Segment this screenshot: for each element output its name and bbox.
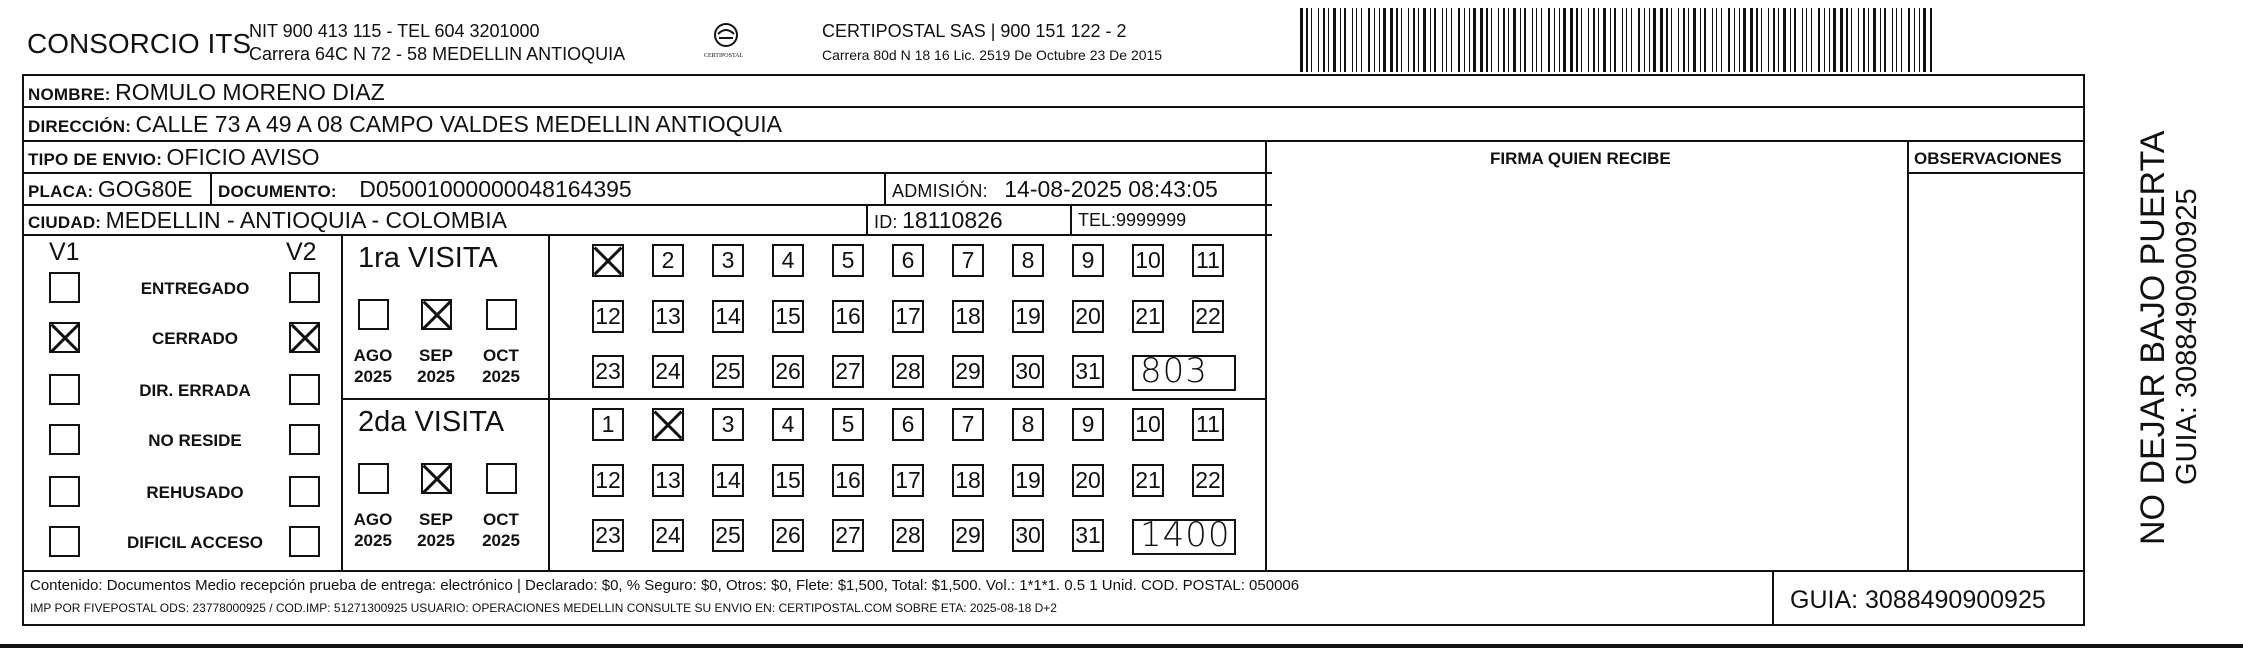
- id-field: [874, 209, 1003, 232]
- day-box[interactable]: 8: [1012, 408, 1044, 441]
- certipostal-logo: [706, 22, 746, 70]
- tipo-envio-label: TIPO DE ENVIO:: [28, 150, 163, 169]
- month-checkbox[interactable]: [421, 299, 452, 330]
- day-box[interactable]: 17: [892, 464, 924, 497]
- day-box[interactable]: 26: [772, 355, 804, 388]
- direccion-value: CALLE 73 A 49 A 08 CAMPO VALDES MEDELLIN ANTIOQUIA: [135, 111, 782, 137]
- carrier-name: CERTIPOSTAL SAS | 900 151 122 - 2: [822, 21, 1127, 41]
- day-box[interactable]: 9: [1072, 244, 1104, 277]
- placa-value: GOG80E: [97, 176, 193, 202]
- v2-checkbox[interactable]: [289, 272, 320, 303]
- day-box[interactable]: 10: [1132, 244, 1164, 277]
- v2-checkbox[interactable]: [289, 322, 320, 353]
- admision-label: ADMISIÓN:: [892, 181, 988, 201]
- month-year-label: 2025: [354, 531, 392, 550]
- day-box[interactable]: 29: [952, 355, 984, 388]
- day-box[interactable]: 11: [1192, 408, 1224, 441]
- status-label: REHUSADO: [146, 483, 244, 502]
- day-box[interactable]: 14: [712, 300, 744, 333]
- admision-value: 14-08-2025 08:43:05: [1004, 176, 1218, 202]
- day-box[interactable]: 31: [1072, 519, 1104, 552]
- ciudad-value: MEDELLIN - ANTIOQUIA - COLOMBIA: [105, 207, 507, 233]
- day-box[interactable]: 27: [832, 519, 864, 552]
- day-box[interactable]: 25: [712, 519, 744, 552]
- month-year-label: 2025: [354, 367, 392, 386]
- direccion-label: DIRECCIÓN:: [28, 117, 132, 136]
- v2-checkbox[interactable]: [289, 476, 320, 507]
- v1-checkbox[interactable]: [49, 272, 80, 303]
- side-warning: NO DEJAR BAJO PUERTA: [2134, 130, 2172, 545]
- day-box[interactable]: 17: [892, 300, 924, 333]
- day-box[interactable]: 6: [892, 408, 924, 441]
- v2-checkbox[interactable]: [289, 526, 320, 557]
- day-box[interactable]: 28: [892, 355, 924, 388]
- day-box[interactable]: 22: [1192, 300, 1224, 333]
- day-box[interactable]: 7: [952, 244, 984, 277]
- day-box[interactable]: 4: [772, 244, 804, 277]
- day-box[interactable]: 27: [832, 355, 864, 388]
- direccion-field: [28, 113, 782, 136]
- ciudad-label: CIUDAD:: [28, 213, 102, 232]
- v1-checkbox[interactable]: [49, 526, 80, 557]
- bottom-edge: [0, 644, 2243, 648]
- tipo-envio-value: OFICIO AVISO: [166, 144, 320, 170]
- day-box[interactable]: 26: [772, 519, 804, 552]
- observations-area[interactable]: [1910, 174, 2084, 569]
- day-box[interactable]: 21: [1132, 464, 1164, 497]
- signature-area[interactable]: [1268, 174, 1906, 569]
- month-checkbox[interactable]: [421, 463, 452, 494]
- signature-header: FIRMA QUIEN RECIBE: [1490, 149, 1671, 168]
- side-guia: GUIA: 3088490900925: [2171, 188, 2203, 485]
- day-box[interactable]: 31: [1072, 355, 1104, 388]
- nombre-value: ROMULO MORENO DIAZ: [115, 79, 385, 105]
- day-box[interactable]: 24: [652, 355, 684, 388]
- day-box[interactable]: 19: [1012, 464, 1044, 497]
- footer-line2: IMP POR FIVEPOSTAL ODS: 23778000925 / COD.IMP: 51271300925 USUARIO: OPERACIONES MEDELLIN CONSULTE SU ENVIO EN: CERTIPOSTAL.COM SOBRE ETA: 2025-08-18 D+2: [30, 601, 1057, 615]
- observations-header: OBSERVACIONES: [1914, 149, 2062, 168]
- handwritten-time: 1400: [1140, 515, 1231, 555]
- day-box[interactable]: 15: [772, 300, 804, 333]
- ciudad-field: [28, 209, 507, 232]
- status-label: DIR. ERRADA: [139, 381, 251, 400]
- day-box[interactable]: 3: [712, 408, 744, 441]
- tel-value: 9999999: [1116, 210, 1187, 230]
- day-box[interactable]: 5: [832, 408, 864, 441]
- day-box[interactable]: 20: [1072, 464, 1104, 497]
- day-box[interactable]: 1: [592, 408, 624, 441]
- day-box[interactable]: 20: [1072, 300, 1104, 333]
- day-box[interactable]: 28: [892, 519, 924, 552]
- status-label: CERRADO: [152, 329, 238, 348]
- nombre-label: NOMBRE:: [28, 85, 111, 104]
- day-box[interactable]: 16: [832, 464, 864, 497]
- logo-text: CERTIPOSTAL: [704, 53, 744, 59]
- sender-address: Carrera 64C N 72 - 58 MEDELLIN ANTIOQUIA: [249, 44, 626, 64]
- day-box[interactable]: 3: [712, 244, 744, 277]
- v1-checkbox[interactable]: [49, 476, 80, 507]
- v1-checkbox[interactable]: [49, 424, 80, 455]
- month-checkbox[interactable]: [358, 299, 389, 330]
- month-label: SEP: [418, 510, 454, 529]
- placa-label: PLACA:: [28, 182, 94, 201]
- month-label: OCT: [483, 346, 519, 365]
- day-box[interactable]: 7: [952, 408, 984, 441]
- day-box[interactable]: 5: [832, 244, 864, 277]
- day-box[interactable]: 10: [1132, 408, 1164, 441]
- day-box[interactable]: 16: [832, 300, 864, 333]
- tel-label: TEL:: [1078, 210, 1117, 230]
- documento-value: D05001000000048164395: [359, 176, 632, 202]
- month-label: SEP: [418, 346, 454, 365]
- placa-field: [28, 178, 192, 201]
- v1-checkbox[interactable]: [49, 374, 80, 405]
- day-box[interactable]: 18: [952, 464, 984, 497]
- visit-title: 2da VISITA: [358, 406, 505, 438]
- certipostal-logo-icon: [706, 22, 746, 50]
- month-label: OCT: [483, 510, 519, 529]
- documento-label: DOCUMENTO:: [218, 182, 337, 201]
- month-year-label: 2025: [417, 367, 455, 386]
- day-box[interactable]: 30: [1012, 355, 1044, 388]
- day-box[interactable]: 25: [712, 355, 744, 388]
- day-box[interactable]: 14: [712, 464, 744, 497]
- tipo-envio-field: [28, 146, 319, 169]
- month-year-label: 2025: [482, 531, 520, 550]
- day-box[interactable]: 15: [772, 464, 804, 497]
- visit-title: 1ra VISITA: [358, 242, 498, 274]
- day-box[interactable]: 11: [1192, 244, 1224, 277]
- footer-guia: GUIA: 3088490900925: [1790, 586, 2046, 614]
- day-box[interactable]: 13: [652, 464, 684, 497]
- carrier-address: Carrera 80d N 18 16 Lic. 2519 De Octubre 23 De 2015: [822, 47, 1163, 63]
- day-box[interactable]: [592, 244, 624, 277]
- sender-nit: NIT 900 413 115 - TEL 604 3201000: [249, 21, 540, 41]
- day-box[interactable]: 13: [652, 300, 684, 333]
- day-box[interactable]: 29: [952, 519, 984, 552]
- admision-field: [892, 178, 1218, 201]
- v2-checkbox[interactable]: [289, 374, 320, 405]
- month-label: AGO: [353, 510, 393, 529]
- day-box[interactable]: 22: [1192, 464, 1224, 497]
- v2-label: V2: [286, 238, 317, 266]
- documento-field: [218, 178, 632, 201]
- id-value: 18110826: [902, 207, 1003, 233]
- status-label: NO RESIDE: [148, 431, 242, 450]
- day-box[interactable]: 2: [652, 244, 684, 277]
- day-box[interactable]: 12: [592, 300, 624, 333]
- footer-line1: Contenido: Documentos Medio recepción prueba de entrega: electrónico | Declarado: $0, % Seguro: $0, Otros: $0, Flete: $1,500, Total: $1,500. Vol.: 1*1*1. 0.5 1 Unid. COD. POSTAL: 050006: [30, 577, 1300, 594]
- barcode: [1300, 8, 1932, 72]
- nombre-field: [28, 81, 385, 104]
- day-box[interactable]: [652, 408, 684, 441]
- day-box[interactable]: 23: [592, 355, 624, 388]
- month-checkbox[interactable]: [486, 299, 517, 330]
- handwritten-time: 803: [1140, 351, 1208, 391]
- v2-checkbox[interactable]: [289, 424, 320, 455]
- month-checkbox[interactable]: [358, 463, 389, 494]
- tel-field: [1078, 211, 1186, 230]
- month-label: AGO: [353, 346, 393, 365]
- day-box[interactable]: 6: [892, 244, 924, 277]
- day-box[interactable]: 21: [1132, 300, 1164, 333]
- month-year-label: 2025: [482, 367, 520, 386]
- day-box[interactable]: 24: [652, 519, 684, 552]
- day-box[interactable]: 4: [772, 408, 804, 441]
- month-checkbox[interactable]: [486, 463, 517, 494]
- sender-name: CONSORCIO ITS: [27, 28, 252, 59]
- v1-label: V1: [49, 238, 80, 266]
- day-box[interactable]: 18: [952, 300, 984, 333]
- day-box[interactable]: 19: [1012, 300, 1044, 333]
- day-box[interactable]: 23: [592, 519, 624, 552]
- day-box[interactable]: 9: [1072, 408, 1104, 441]
- status-label: DIFICIL ACCESO: [126, 533, 264, 552]
- day-box[interactable]: 30: [1012, 519, 1044, 552]
- v1-checkbox[interactable]: [49, 322, 80, 353]
- day-box[interactable]: 12: [592, 464, 624, 497]
- id-label: ID:: [874, 212, 898, 232]
- month-year-label: 2025: [417, 531, 455, 550]
- day-box[interactable]: 8: [1012, 244, 1044, 277]
- status-label: ENTREGADO: [140, 279, 250, 298]
